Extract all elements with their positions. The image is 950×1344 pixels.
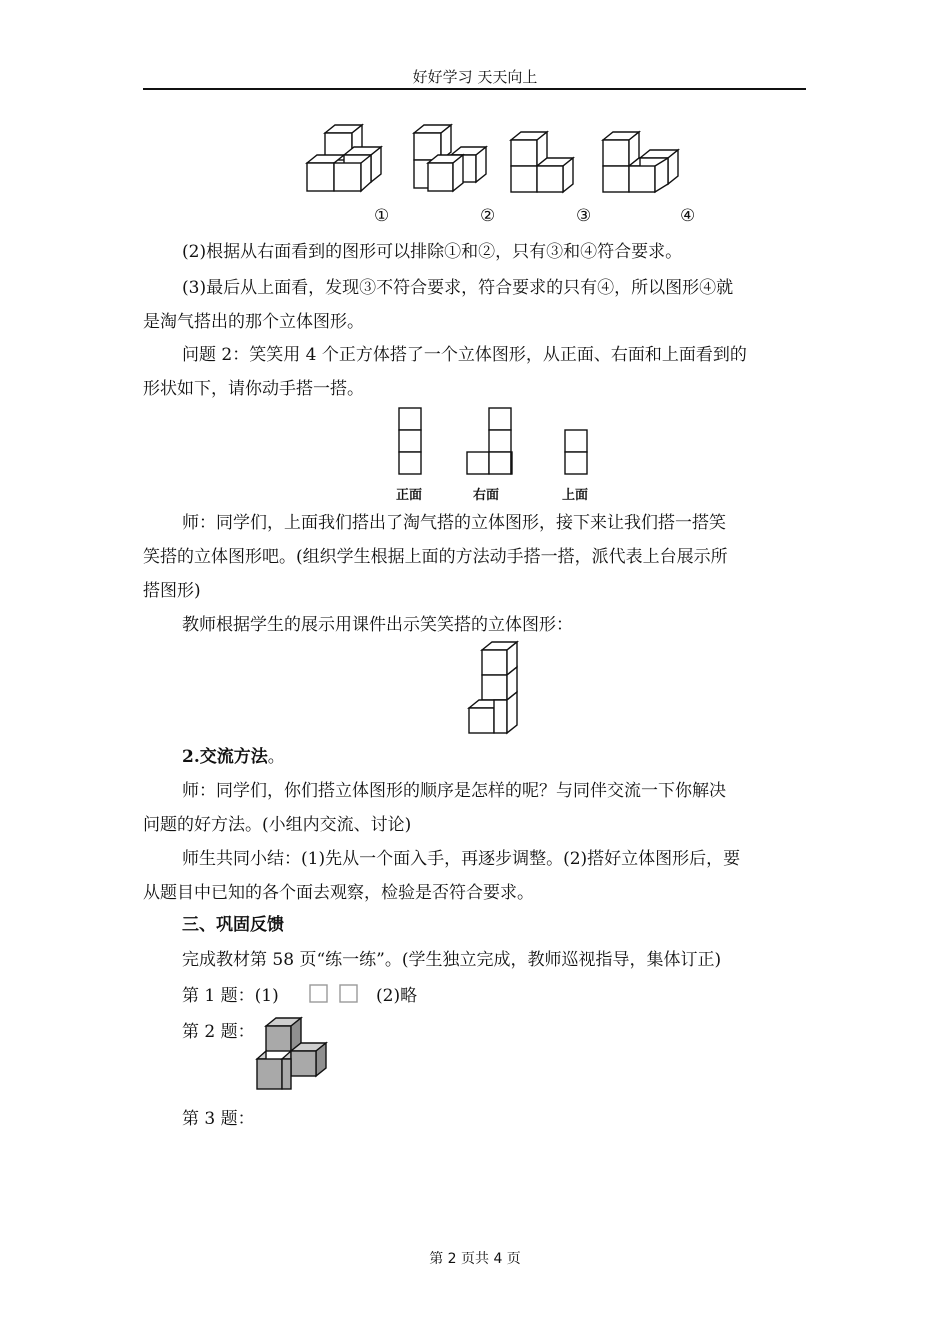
paragraph: 师：同学们，你们搭立体图形的顺序是怎样的呢？与同伴交流一下你解决 <box>182 781 726 801</box>
paragraph: 教师根据学生的展示用课件出示笑笑搭的立体图形： <box>182 615 573 635</box>
figure-number-3: ③ <box>576 206 592 226</box>
section-heading-tail: 。 <box>267 747 285 767</box>
paragraph: 笑搭的立体图形吧。(组织学生根据上面的方法动手搭一搭，派代表上台展示所 <box>143 547 728 567</box>
paragraph: 师生共同小结：(1)先从一个面入手，再逐步调整。(2)搭好立体图形后，要 <box>182 849 741 869</box>
figure-number-1: ① <box>374 206 390 226</box>
section-heading <box>182 745 806 769</box>
gray-cube-figure <box>254 1016 332 1094</box>
question-1-row <box>182 984 806 1008</box>
paragraph: 问题的好方法。(小组内交流、讨论) <box>143 815 412 835</box>
top-view-drawing <box>563 428 591 478</box>
view-label-right: 右面 <box>473 488 500 503</box>
section-heading: 三、巩固反馈 <box>182 915 284 935</box>
answer-squares <box>308 983 360 1005</box>
paragraph: 形状如下，请你动手搭一搭。 <box>143 379 364 399</box>
question-1-suffix: (2)略 <box>376 986 418 1006</box>
figure-number-4: ④ <box>680 206 696 226</box>
page-footer: 第 2 页共 4 页 <box>429 1251 521 1267</box>
header-divider <box>143 88 806 90</box>
question-2-label: 第 2 题： <box>182 1022 255 1042</box>
figure-number-2: ② <box>480 206 496 226</box>
paragraph: 师：同学们，上面我们搭出了淘气搭的立体图形，接下来让我们搭一搭笑 <box>182 513 726 533</box>
xiaoxiao-solid-figure <box>465 640 525 736</box>
paragraph: 搭图形) <box>143 581 201 601</box>
cube-figure-2 <box>410 123 490 195</box>
question-1-prefix: 第 1 题：(1) <box>182 986 279 1006</box>
question-3-label: 第 3 题： <box>182 1109 255 1129</box>
section-heading-text: 2.交流方法 <box>182 747 268 767</box>
cube-figure-1 <box>305 123 387 195</box>
cube-figure-3 <box>508 130 578 196</box>
paragraph: (2)根据从右面看到的图形可以排除①和②，只有③和④符合要求。 <box>182 242 683 262</box>
page-header: 好好学习 天天向上 <box>412 68 538 86</box>
view-label-top: 上面 <box>562 488 589 503</box>
paragraph: 问题 2：笑笑用 4 个正方体搭了一个立体图形，从正面、右面和上面看到的 <box>182 345 747 365</box>
view-label-front: 正面 <box>396 488 423 503</box>
front-view-drawing <box>398 406 424 478</box>
paragraph: 是淘气搭出的那个立体图形。 <box>143 312 364 332</box>
paragraph: (3)最后从上面看，发现③不符合要求，符合要求的只有④，所以图形④就 <box>182 278 734 298</box>
right-view-drawing <box>464 406 534 478</box>
paragraph: 从题目中已知的各个面去观察，检验是否符合要求。 <box>143 883 534 903</box>
cube-figure-4 <box>600 130 684 196</box>
paragraph: 完成教材第 58 页“练一练”。(学生独立完成，教师巡视指导，集体订正) <box>182 950 722 970</box>
